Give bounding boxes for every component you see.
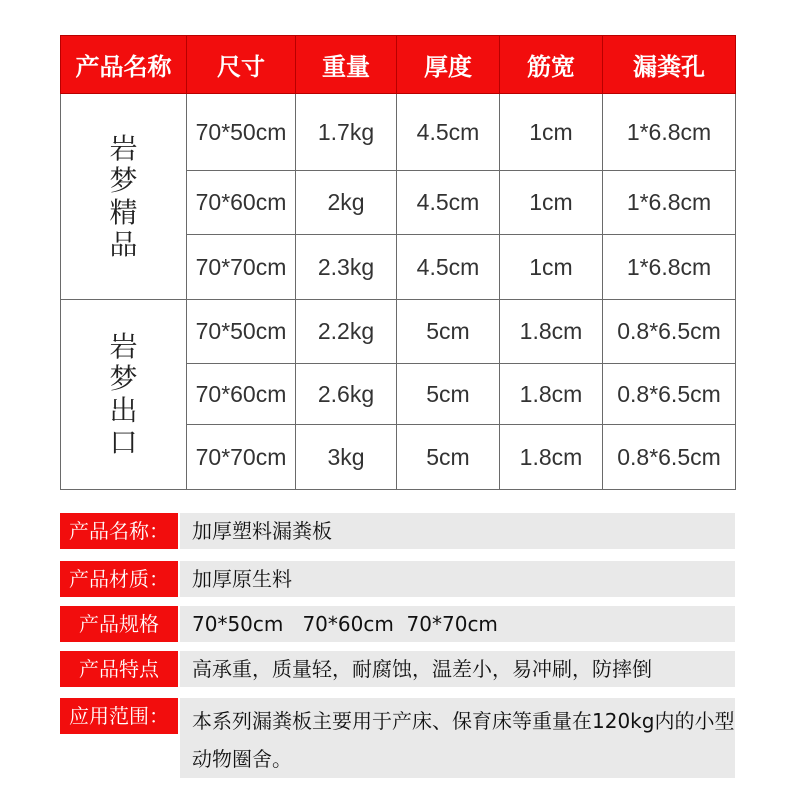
- spec-table: [60, 35, 736, 490]
- cell-weight: 2kg: [296, 171, 397, 235]
- cell-thickness: 4.5cm: [397, 171, 500, 235]
- application-scope-label: 应用范围：: [60, 698, 178, 734]
- cell-weight: 1.7kg: [296, 94, 397, 171]
- cell-rib-width: 1.8cm: [500, 300, 603, 364]
- cell-thickness: 4.5cm: [397, 94, 500, 171]
- cell-thickness: 5cm: [397, 425, 500, 490]
- product-features-label: 产品特点: [60, 651, 178, 687]
- cell-rib-width: 1.8cm: [500, 364, 603, 425]
- cell-rib-width: 1.8cm: [500, 425, 603, 490]
- product-spec-label: 产品规格: [60, 606, 178, 642]
- product-name-label: 产品名称：: [60, 513, 178, 549]
- application-scope-value: 本系列漏粪板主要用于产床、保育床等重量在120kg内的小型动物圈舍。: [180, 698, 735, 778]
- header-weight: 重量: [296, 36, 397, 94]
- cell-rib-width: 1cm: [500, 235, 603, 300]
- cell-weight: 2.2kg: [296, 300, 397, 364]
- header-rib-width: 筋宽: [500, 36, 603, 94]
- cell-thickness: 4.5cm: [397, 235, 500, 300]
- cell-size: 70*60cm: [187, 364, 296, 425]
- cell-weight: 2.6kg: [296, 364, 397, 425]
- cell-size: 70*50cm: [187, 300, 296, 364]
- group-cell-premium: [61, 94, 187, 300]
- cell-manure-hole: 1*6.8cm: [603, 235, 736, 300]
- cell-size: 70*50cm: [187, 94, 296, 171]
- cell-manure-hole: 1*6.8cm: [603, 171, 736, 235]
- cell-size: 70*70cm: [187, 235, 296, 300]
- product-material-label: 产品材质：: [60, 561, 178, 597]
- header-product-name: 产品名称: [61, 36, 187, 94]
- cell-size: 70*70cm: [187, 425, 296, 490]
- group-cell-export: [61, 300, 187, 490]
- cell-rib-width: 1cm: [500, 94, 603, 171]
- header-manure-hole: 漏粪孔: [603, 36, 736, 94]
- cell-weight: 3kg: [296, 425, 397, 490]
- cell-manure-hole: 0.8*6.5cm: [603, 364, 736, 425]
- cell-size: 70*60cm: [187, 171, 296, 235]
- table-header-row: [61, 36, 736, 94]
- product-features-value: 高承重，质量轻，耐腐蚀，温差小，易冲刷，防摔倒: [180, 651, 735, 687]
- header-thickness: 厚度: [397, 36, 500, 94]
- cell-weight: 2.3kg: [296, 235, 397, 300]
- product-name-value: 加厚塑料漏粪板: [180, 513, 735, 549]
- group-name-export: 岩梦出口: [109, 329, 138, 459]
- product-material-value: 加厚原生料: [180, 561, 735, 597]
- cell-manure-hole: 0.8*6.5cm: [603, 300, 736, 364]
- group-name-premium: 岩梦精品: [109, 131, 138, 261]
- header-size: 尺寸: [187, 36, 296, 94]
- product-spec-value: 70*50cm 70*60cm 70*70cm: [180, 606, 735, 642]
- table-row: [61, 300, 736, 364]
- cell-manure-hole: 0.8*6.5cm: [603, 425, 736, 490]
- cell-rib-width: 1cm: [500, 171, 603, 235]
- table-row: [61, 94, 736, 171]
- cell-manure-hole: 1*6.8cm: [603, 94, 736, 171]
- cell-thickness: 5cm: [397, 364, 500, 425]
- cell-thickness: 5cm: [397, 300, 500, 364]
